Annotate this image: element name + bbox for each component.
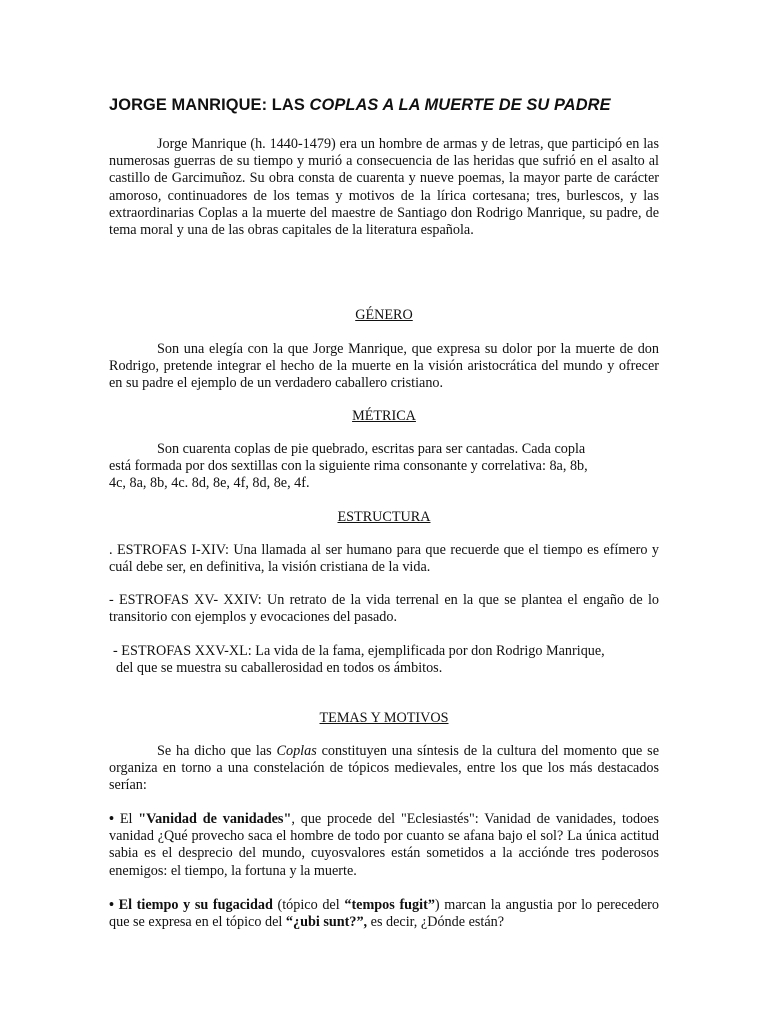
metrica-line-1: Son cuarenta coplas de pie quebrado, escritas para ser cantadas. Cada copla bbox=[157, 441, 586, 457]
genero-heading: GÉNERO bbox=[355, 307, 413, 323]
bullet-tiempo-bold-3: “¿ubi sunt?”, bbox=[285, 914, 368, 931]
bullet-tiempo-bold-2: “tempos fugit” bbox=[344, 897, 435, 913]
title-prefix: JORGE MANRIQUE: LAS bbox=[109, 96, 310, 114]
document-title bbox=[109, 97, 611, 114]
bullet-vanidad bbox=[109, 811, 659, 880]
metrica-line-3: 4c, 8a, 8b, 4c. 8d, 8e, 4f, 8d, 8e, 4f. bbox=[109, 475, 310, 491]
bullet-dot: • bbox=[109, 897, 114, 913]
genero-paragraph: Son una elegía con la que Jorge Manrique, que expresa su dolor por la muerte de don Rodrigo, pretende integrar el hecho de la muerte en la visión aristocrática del mundo y ofrecer en su padre el ejemplo de un verdadero caballero cristiano. bbox=[109, 341, 659, 392]
title-italic: COPLAS A LA MUERTE DE SU PADRE bbox=[309, 96, 611, 114]
metrica-line-2: está formada por dos sextillas con la siguiente rima consonante y correlativa: 8a, 8b, bbox=[109, 458, 588, 474]
temas-heading: TEMAS Y MOTIVOS bbox=[319, 710, 449, 726]
bullet-dot: • bbox=[109, 811, 114, 827]
bullet-vanidad-text-b: , que procede del "Eclesiastés": Vanidad de vanidades, todoes vanidad ¿Qué provecho saca el hombre de todo por cuanto se afana bajo el sol? La única actitud sabia es el desprecio del mundo, cuyosvalores están sometidos a la accióndе tres poderosos enemigos: el tiempo, la fortuna y la muerte. bbox=[109, 811, 660, 879]
bullet-tiempo-bold: El tiempo y su fugacidad bbox=[118, 897, 273, 913]
metrica-heading: MÉTRICA bbox=[352, 408, 416, 424]
bullet-tiempo-text-c: es decir, ¿Dónde están? bbox=[367, 914, 505, 931]
bullet-vanidad-bold: "Vanidad de vanidades" bbox=[138, 811, 292, 827]
temas-intro-paragraph bbox=[109, 743, 659, 795]
temas-intro-italic: Coplas bbox=[276, 743, 317, 759]
estructura-heading: ESTRUCTURA bbox=[337, 509, 431, 525]
temas-intro-text-a: Se ha dicho que las bbox=[157, 743, 277, 759]
bullet-tiempo-text-a: (tópico del bbox=[272, 897, 345, 913]
bullet-tiempo bbox=[109, 897, 659, 931]
estructura-item-3-line-1: - ESTROFAS XXV-XL: La vida de la fama, ejemplificada por don Rodrigo Manrique, bbox=[113, 643, 605, 659]
estructura-item-2: - ESTROFAS XV- XXIV: Un retrato de la vida terrenal en la que se plantea el engaño de lo transitorio con ejemplos y evocaciones del pasado. bbox=[109, 592, 659, 626]
intro-paragraph: Jorge Manrique (h. 1440-1479) era un hombre de armas y de letras, que participó en las numerosas guerras de su tiempo y murió a consecuencia de las heridas que sufrió en el asalto al castillo de Garcimuñoz. Su obra consta de cuarenta y nueve poemas, la mayor parte de carácter amoroso, continuadores de los temas y motivos de la lírica cortesana; tres, burlescos, y las extraordinarias Coplas a la muerte del maestre de Santiago don Rodrigo Manrique, su padre, de tema moral y una de las obras capitales de la literatura española. bbox=[109, 136, 659, 239]
estructura-item-1: . ESTROFAS I-XIV: Una llamada al ser humano para que recuerde que el tiempo es efímero y cuál debe ser, en definitiva, la visión cristiana de la vida. bbox=[109, 542, 659, 576]
bullet-vanidad-text-a: El bbox=[119, 811, 139, 827]
estructura-item-3-line-2: del que se muestra su caballerosidad en todos os ámbitos. bbox=[116, 660, 443, 676]
bullet-tiempo-text-b: ) marcan la angustia por lo perecedero que se expresa en el tópico del bbox=[109, 897, 660, 931]
temas-intro-text-b: constituyen una síntesis de la cultura del momento que se organiza en torno a una constelación de tópicos medievales, entre los que los más destacados serían: bbox=[109, 743, 659, 794]
